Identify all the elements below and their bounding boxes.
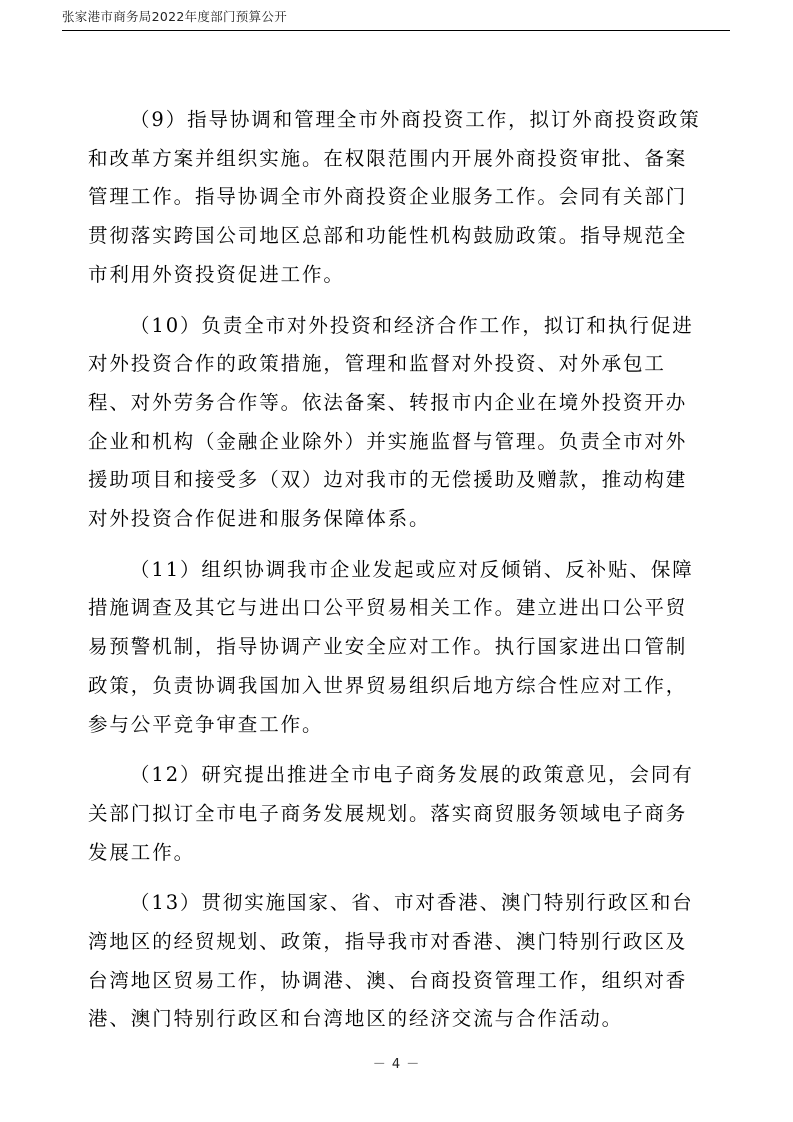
document-body	[88, 101, 720, 1039]
paragraph-line: 贯彻落实跨国公司地区总部和功能性机构鼓励政策。指导规范全	[88, 224, 688, 248]
paragraph-line: 和改革方案并组织实施。在权限范围内开展外商投资审批、备案	[88, 146, 688, 170]
paragraph-line: 企业和机构（金融企业除外）并实施监督与管理。负责全市对外	[88, 429, 688, 453]
paragraph-line: 台湾地区贸易工作，协调港、澳、台商投资管理工作，组织对香	[88, 968, 688, 992]
header-divider	[62, 30, 730, 31]
paragraph-line: 措施调查及其它与进出口公平贸易相关工作。建立进出口公平贸	[88, 596, 688, 620]
paragraph-line: 关部门拟订全市电子商务发展规划。落实商贸服务领域电子商务	[88, 801, 688, 825]
paragraph-12	[88, 756, 720, 872]
paragraph-11	[88, 551, 720, 745]
paragraph-line: 对外投资合作促进和服务保障体系。	[88, 507, 431, 531]
paragraph-line: （11）组织协调我市企业发起或应对反倾销、反补贴、保障	[130, 557, 694, 581]
paragraph-line: 发展工作。	[88, 840, 196, 864]
paragraph-line: 程、对外劳务合作等。依法备案、转报市内企业在境外投资开办	[88, 390, 688, 414]
paragraph-line: 易预警机制，指导协调产业安全应对工作。执行国家进出口管制	[88, 635, 688, 659]
paragraph-13	[88, 884, 720, 1039]
paragraph-line: 援助项目和接受多（双）边对我市的无偿援助及赠款，推动构建	[88, 468, 688, 492]
paragraph-line: 管理工作。指导协调全市外商投资企业服务工作。会同有关部门	[88, 185, 688, 209]
paragraph-line: 对外投资合作的政策措施，管理和监督对外投资、对外承包工	[88, 352, 666, 376]
page-number: － 4 －	[372, 1057, 421, 1072]
paragraph-line: 市利用外资投资促进工作。	[88, 262, 345, 286]
paragraph-line: （12）研究提出推进全市电子商务发展的政策意见，会同有	[130, 763, 694, 787]
paragraph-line: 湾地区的经贸规划、政策，指导我市对香港、澳门特别行政区及	[88, 930, 688, 954]
document-header: 张家港市商务局2022年度部门预算公开	[62, 9, 288, 24]
paragraph-9	[88, 101, 720, 295]
paragraph-line: （9）指导协调和管理全市外商投资工作，拟订外商投资政策	[130, 108, 701, 131]
paragraph-10	[88, 307, 720, 539]
paragraph-line: （10）负责全市对外投资和经济合作工作，拟订和执行促进	[130, 313, 694, 337]
paragraph-line: 港、澳门特别行政区和台湾地区的经济交流与合作活动。	[88, 1007, 624, 1031]
paragraph-line: 政策，负责协调我国加入世界贸易组织后地方综合性应对工作，	[88, 673, 688, 697]
paragraph-line: （13）贯彻实施国家、省、市对香港、澳门特别行政区和台	[130, 891, 694, 915]
paragraph-line: 参与公平竞争审查工作。	[88, 712, 324, 736]
